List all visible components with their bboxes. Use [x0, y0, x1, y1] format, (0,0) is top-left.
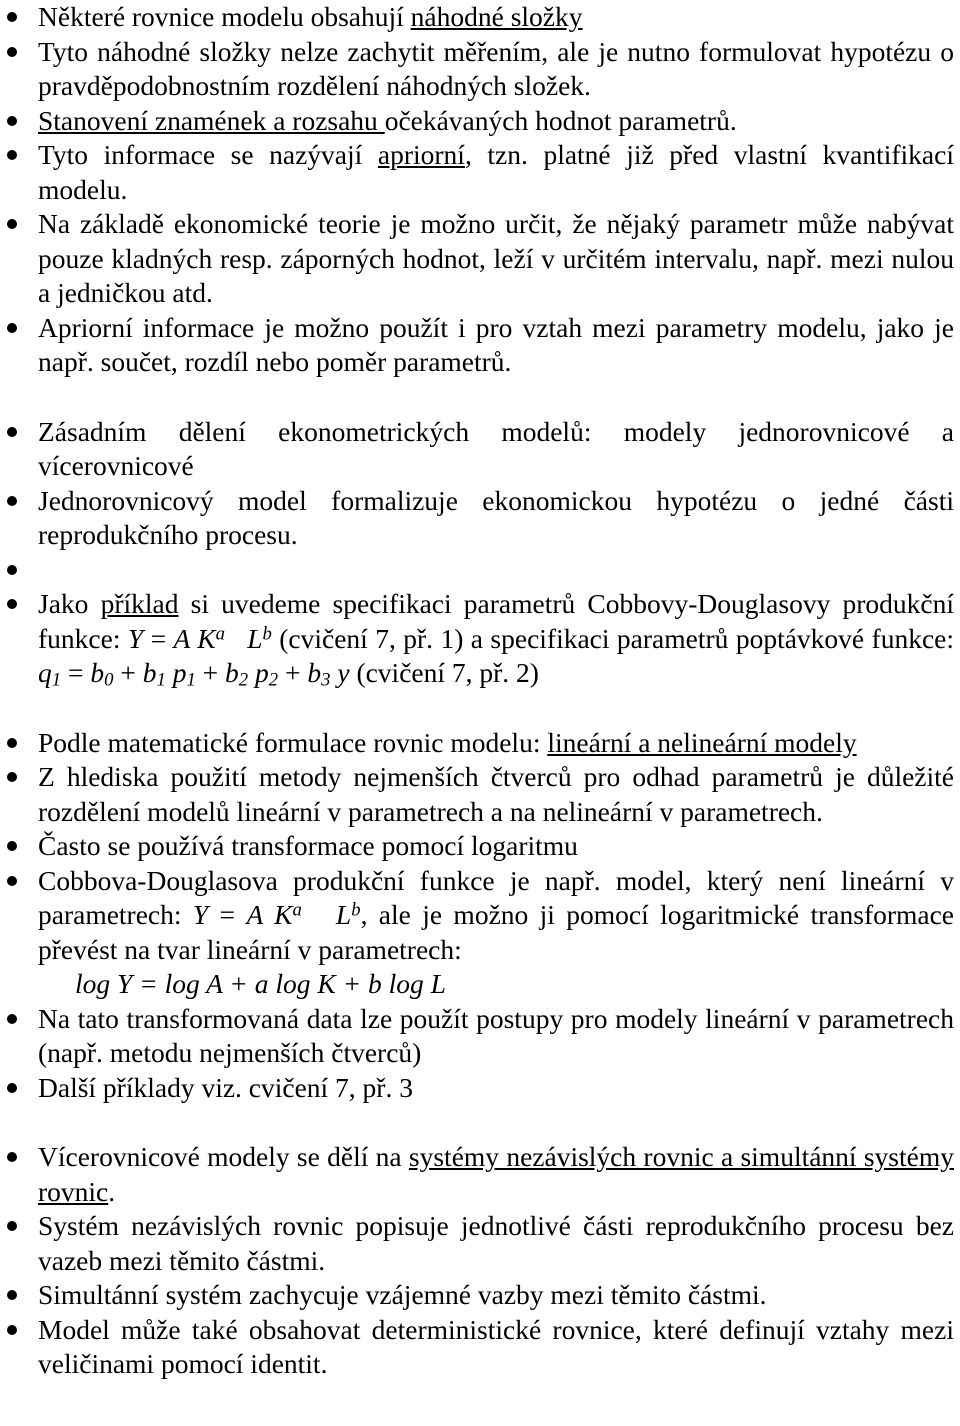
list-item	[38, 1209, 954, 1278]
underlined-term: náhodné složky	[410, 1, 583, 32]
bullet-icon	[7, 496, 17, 506]
text: Systém nezávislých rovnic popisuje jednotlivé části reprodukčního procesu bez vazeb mezi těmito částmi.	[38, 1210, 954, 1276]
bullet-icon	[7, 47, 17, 57]
bullet-icon	[7, 841, 17, 851]
list-item	[38, 311, 954, 380]
list-item	[38, 864, 954, 1002]
list-item	[38, 587, 954, 691]
underlined-term: systémy nezávislých rovnic a simultánní systémy rovnic	[38, 1141, 954, 1207]
bullet-icon	[7, 738, 17, 748]
text: , tzn. platné již před vlastní kvantifikací modelu.	[38, 139, 954, 205]
text: Na tato transformovaná data lze použít postupy pro modely lineární v parametrech (např. metodu nejmenších čtverců)	[38, 1002, 954, 1068]
formula-symbol: K	[189, 622, 216, 654]
list-item	[38, 760, 954, 829]
underlined-term: lineární a nelineární modely	[547, 726, 857, 758]
list-item	[38, 1140, 954, 1209]
formula-exponent: b	[351, 899, 361, 921]
bullet-icon	[7, 427, 17, 437]
formula-symbol: L	[247, 622, 263, 654]
formula-subscript: 1	[51, 669, 62, 691]
formula-symbol: b	[90, 657, 105, 688]
formula-symbol: p	[248, 657, 269, 688]
bullet-icon	[7, 1325, 17, 1335]
list-item	[38, 1002, 954, 1071]
text: Z hlediska použití metody nejmenších čtverců pro odhad parametrů je důležité rozdělení modelů lineární v parametrech a na nelineární v parametrech.	[38, 761, 954, 827]
list-item	[38, 726, 954, 761]
log-formula: log Y = log A + a log K + b log L	[75, 968, 446, 999]
list-item	[38, 35, 954, 104]
text: si uvedeme specifikaci parametrů Cobbovy-Douglasovy produkční funkce:	[38, 588, 954, 654]
bullet-icon	[7, 1152, 17, 1162]
formula-symbol: b	[225, 657, 239, 688]
list-item	[38, 1278, 954, 1313]
formula-subscript: 3	[321, 669, 331, 691]
formula-subscript: 1	[156, 669, 166, 691]
text: Tyto informace se nazývají	[38, 139, 378, 170]
bullet-icon	[7, 599, 17, 609]
formula-symbol: +	[113, 657, 143, 688]
text: Cobbova-Douglasova produkční funkce je např. model, který není lineární v parametrech:	[38, 864, 954, 930]
text: Na základě ekonomické teorie je možno určit, že nějaký parametr může nabývat pouze kladných resp. záporných hodnot, leží v určitém intervalu, např. mezi nulou a jedničkou atd.	[38, 208, 954, 308]
text: Simultánní systém zachycuje vzájemné vazby mezi těmito částmi.	[38, 1279, 767, 1310]
underlined-term: příklad	[100, 588, 179, 619]
bullet-icon	[7, 1014, 17, 1024]
formula-subscript: 0	[104, 669, 114, 691]
formula-exponent: a	[215, 623, 225, 645]
bullet-icon	[7, 772, 17, 782]
text: (cvičení 7, př. 2)	[349, 657, 539, 688]
list-item	[38, 138, 954, 207]
list-item	[38, 104, 954, 139]
bullet-icon	[7, 323, 17, 333]
bullet-icon	[7, 12, 17, 22]
formula-exponent: a	[292, 899, 302, 921]
underlined-term: Stanovení znamének a rozsahu	[38, 104, 385, 136]
bullet-icon	[7, 876, 17, 886]
formula-symbol: K	[262, 899, 293, 930]
formula-symbol: A	[246, 899, 263, 930]
formula-subscript: 2	[268, 669, 279, 691]
list-item	[38, 1071, 954, 1106]
formula-symbol: y	[330, 657, 350, 688]
list-item	[38, 484, 954, 553]
bullet-icon	[7, 116, 17, 126]
formula-symbol: +	[278, 657, 308, 688]
text: Jednorovnicový model formalizuje ekonomickou hypotézu o jedné části reprodukčního procesu.	[38, 484, 954, 550]
text: očekávaných hodnot parametrů.	[384, 104, 737, 136]
bullet-icon	[7, 1083, 17, 1093]
formula-symbol: L	[335, 899, 352, 930]
bullet-icon	[7, 1290, 17, 1300]
formula-symbol: q	[38, 657, 52, 688]
text: Některé rovnice modelu obsahují	[38, 1, 411, 32]
text: Tyto náhodné složky nelze zachytit měřením, ale je nutno formulovat hypotézu o pravděpodobnostním rozdělení náhodných složek.	[38, 35, 954, 101]
list-item	[38, 0, 954, 35]
text: .	[108, 1175, 116, 1207]
text: Vícerovnicové modely se dělí na	[38, 1141, 409, 1172]
underlined-term: apriorní	[377, 139, 465, 170]
formula-symbol: Y	[192, 899, 209, 930]
text: Další příklady viz. cvičení 7, př. 3	[38, 1071, 413, 1103]
formula-symbol: b	[307, 657, 322, 688]
formula-symbol: Y	[127, 622, 144, 654]
formula-symbol: b	[142, 657, 157, 688]
formula-symbol: A	[173, 622, 190, 654]
text: (cvičení 7, př. 1) a specifikaci parametrů poptávkové funkce:	[271, 622, 954, 654]
text: , ale je možno ji pomocí logaritmické transformace převést na tvar lineární v parametrech:	[38, 899, 955, 965]
text: Podle matematické formulace rovnic modelu:	[38, 726, 548, 758]
bullet-icon	[7, 565, 17, 575]
list-item-empty	[38, 553, 954, 588]
bullet-icon	[7, 219, 17, 229]
list-item	[38, 1313, 954, 1382]
text: Model může také obsahovat deterministické rovnice, které definují vztahy mezi veličinami pomocí identit.	[38, 1313, 954, 1379]
list-item	[38, 207, 954, 311]
formula-symbol: p	[165, 657, 187, 688]
text: Apriorní informace je možno použít i pro vztah mezi parametry modelu, jako je např. součet, rozdíl nebo poměr parametrů.	[38, 311, 954, 377]
text: Zásadním dělení ekonometrických modelů: modely jednorovnicové a vícerovnicové	[38, 415, 954, 481]
list-item	[38, 415, 954, 484]
formula-symbol: =	[61, 657, 91, 688]
formula-exponent: b	[262, 623, 272, 645]
formula-subscript: 1	[186, 669, 196, 691]
formula-symbol: =	[143, 622, 174, 654]
text: Často se používá transformace pomocí logaritmu	[38, 830, 578, 861]
bullet-icon	[7, 1221, 17, 1231]
formula-symbol: =	[208, 899, 247, 930]
text: Jako	[38, 588, 101, 619]
bullet-icon	[7, 150, 17, 160]
list-item	[38, 829, 954, 864]
formula-symbol: +	[195, 657, 226, 688]
formula-subscript: 2	[238, 669, 249, 691]
